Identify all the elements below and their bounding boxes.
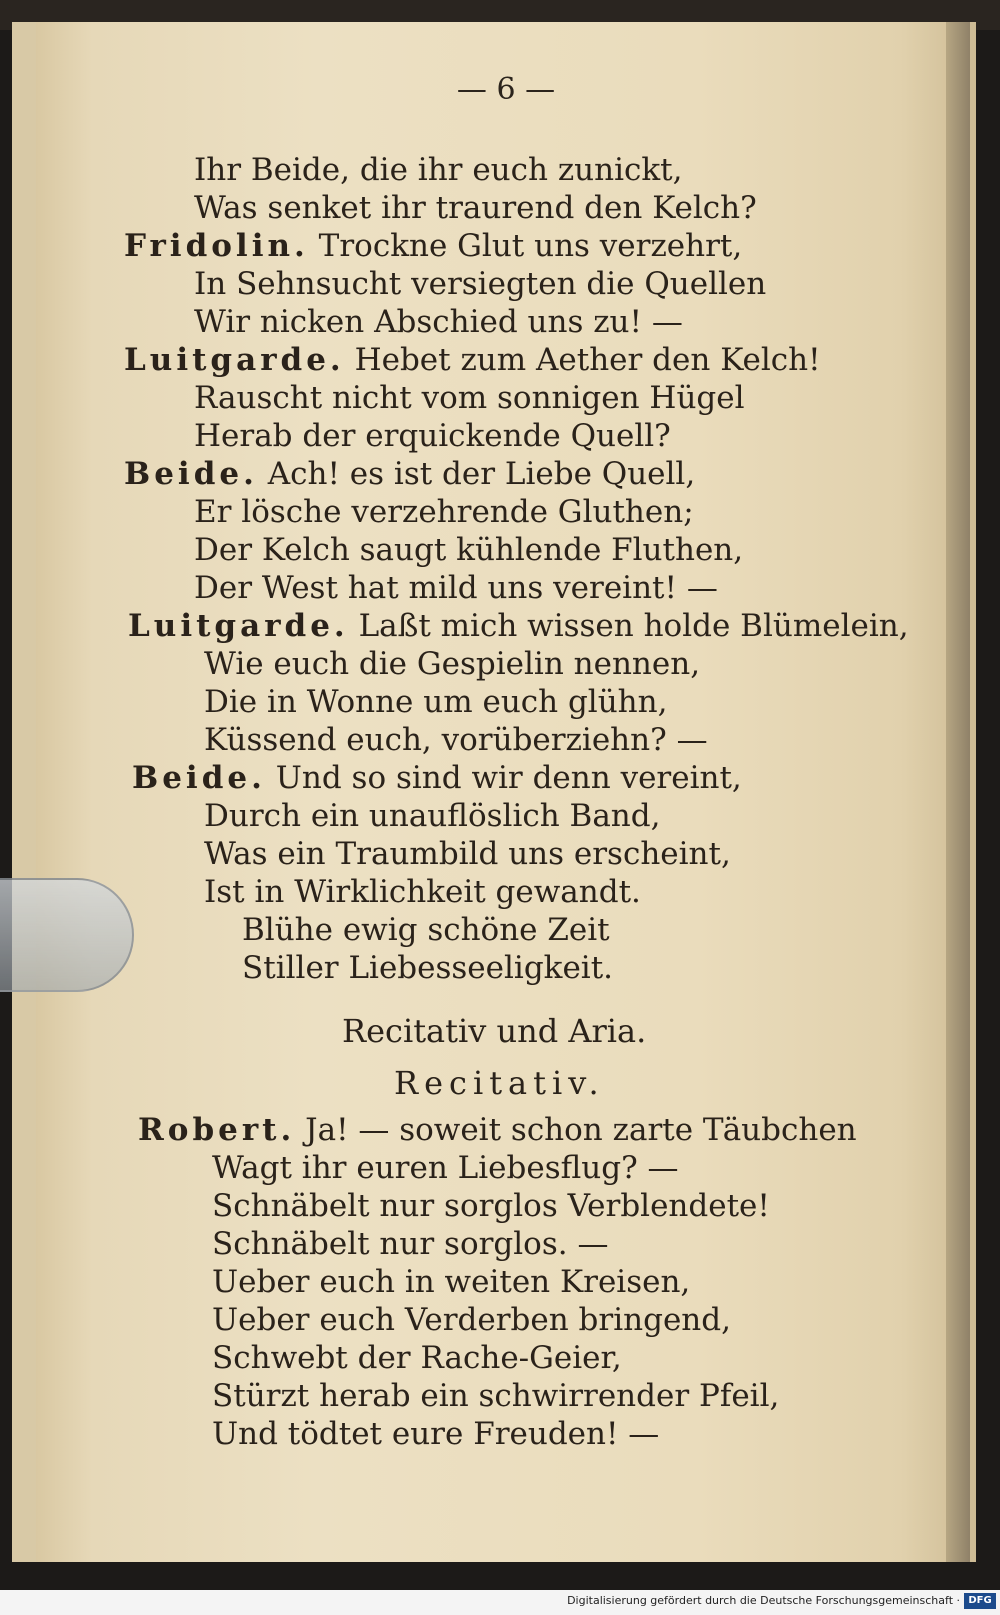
- verse-line: Blühe ewig schöne Zeit: [242, 912, 610, 948]
- footer-credit: Digitalisierung gefördert durch die Deutsche Forschungsgemeinschaft ·: [567, 1594, 960, 1607]
- verse-line: Er lösche verzehrende Gluthen;: [194, 494, 694, 530]
- verse-line: Der Kelch saugt kühlende Fluthen,: [194, 532, 744, 568]
- speaker-name: Luitgarde.: [128, 608, 349, 644]
- verse-line: Rauscht nicht vom sonnigen Hügel: [194, 380, 745, 416]
- speaker-name: Fridolin.: [124, 228, 309, 264]
- verse-line: Ueber euch Verderben bringend,: [212, 1302, 731, 1338]
- verse-line: Beide. Und so sind wir denn vereint,: [132, 760, 742, 796]
- page-edge-right: [946, 22, 970, 1562]
- section-subheading: Recitativ.: [394, 1064, 605, 1102]
- verse-line: Ist in Wirklichkeit gewandt.: [204, 874, 641, 910]
- verse-line: Ueber euch in weiten Kreisen,: [212, 1264, 691, 1300]
- verse-line: Die in Wonne um euch glühn,: [204, 684, 668, 720]
- verse-line: Fridolin. Trockne Glut uns verzehrt,: [124, 228, 743, 264]
- verse-line: Stürzt herab ein schwirrender Pfeil,: [212, 1378, 780, 1414]
- section-heading: Recitativ und Aria.: [342, 1012, 647, 1050]
- verse-line: Schnäbelt nur sorglos. —: [212, 1226, 609, 1262]
- verse-line: Schwebt der Rache-Geier,: [212, 1340, 622, 1376]
- speaker-name: Robert.: [138, 1112, 296, 1148]
- verse-line: Wagt ihr euren Liebesflug? —: [212, 1150, 679, 1186]
- verse-line: Der West hat mild uns vereint! —: [194, 570, 718, 606]
- verse-line: Herab der erquickende Quell?: [194, 418, 671, 454]
- verse-line: Und tödtet eure Freuden! —: [212, 1416, 660, 1452]
- verse-line: Beide. Ach! es ist der Liebe Quell,: [124, 456, 696, 492]
- page-number: — 6 —: [456, 72, 556, 107]
- footer-bar: [0, 1590, 1000, 1615]
- dfg-logo: DFG: [964, 1593, 996, 1609]
- book-page: [36, 22, 976, 1562]
- verse-line: Wir nicken Abschied uns zu! —: [194, 304, 683, 340]
- verse-line: Stiller Liebesseeligkeit.: [242, 950, 614, 986]
- verse-line: In Sehnsucht versiegten die Quellen: [194, 266, 767, 302]
- verse-line: Was senket ihr traurend den Kelch?: [194, 190, 757, 226]
- plastic-clip: [0, 878, 134, 992]
- verse-line: Robert. Ja! — soweit schon zarte Täubchen: [138, 1112, 857, 1148]
- speaker-name: Luitgarde.: [124, 342, 345, 378]
- verse-line: Schnäbelt nur sorglos Verblendete!: [212, 1188, 770, 1224]
- verse-line: Luitgarde. Hebet zum Aether den Kelch!: [124, 342, 821, 378]
- verse-line: Küssend euch, vorüberziehn? —: [204, 722, 708, 758]
- verse-line: Ihr Beide, die ihr euch zunickt,: [194, 152, 683, 188]
- verse-line: Was ein Traumbild uns erscheint,: [204, 836, 731, 872]
- verse-line: Wie euch die Gespielin nennen,: [204, 646, 701, 682]
- speaker-name: Beide.: [132, 760, 266, 796]
- verse-line: Durch ein unauflöslich Band,: [204, 798, 661, 834]
- verse-line: Luitgarde. Laßt mich wissen holde Blümelein,: [128, 608, 909, 644]
- speaker-name: Beide.: [124, 456, 258, 492]
